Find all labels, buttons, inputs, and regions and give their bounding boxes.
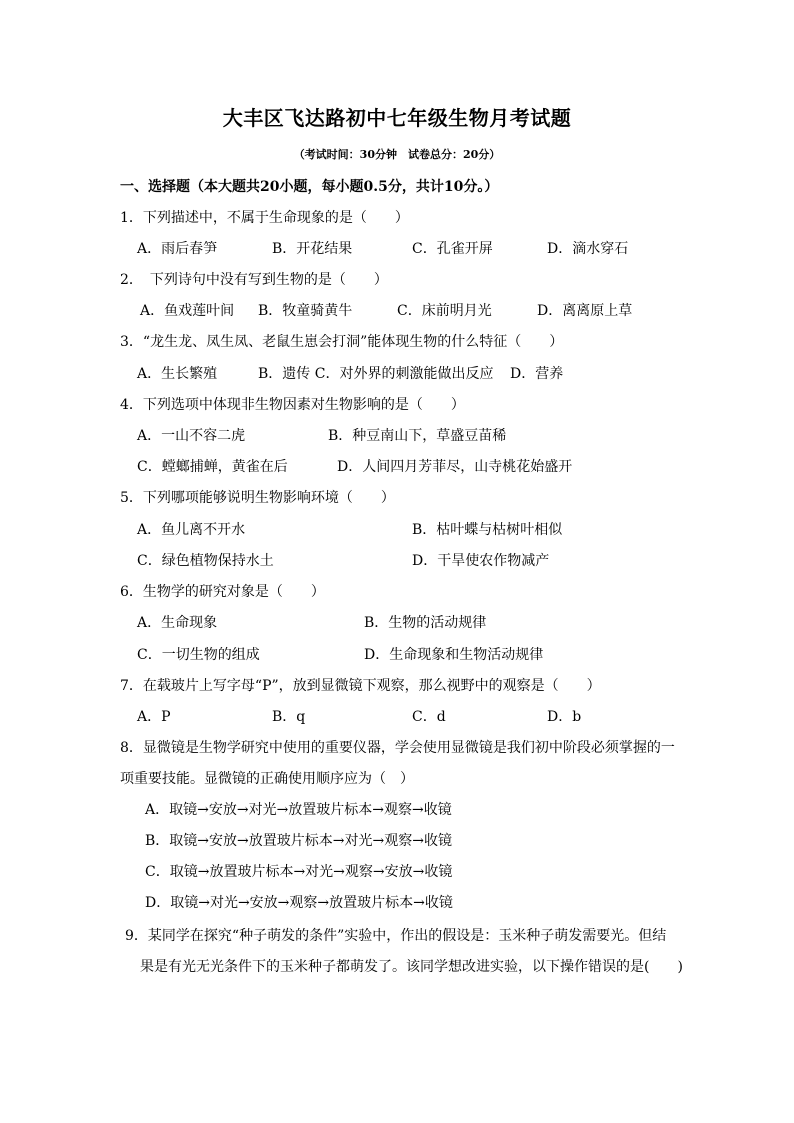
section-heading: 一、选择题（本大题共20小题，每小题0.5分，共计10分。） [120, 179, 499, 195]
question-2-option-a: A．鱼戏莲叶间 [140, 303, 235, 319]
question-7-option-d: D．b [547, 709, 582, 725]
question-8-option-b: B．取镜→安放→放置玻片标本→对光→观察→收镜 [145, 833, 452, 849]
question-9-stem-line2: 果是有光无光条件下的玉米种子都萌发了。该同学想改进实验，以下操作错误的是( ) [140, 959, 683, 975]
question-1-option-c: C．孔雀开屏 [412, 241, 493, 257]
question-8-stem-line1: 8．显微镜是生物学研究中使用的重要仪器，学会使用显微镜是我们初中阶段必须掌握的一 [120, 740, 675, 756]
question-5-option-a: A．鱼儿离不开水 [137, 522, 246, 538]
question-6-stem: 6．生物学的研究对象是（ ） [120, 584, 325, 600]
question-3-option-a: A．生长繁殖 [137, 366, 218, 382]
question-1-stem: 1．下列描述中，不属于生命现象的是（ ） [120, 210, 409, 226]
question-8-option-a: A．取镜→安放→对光→放置玻片标本→观察→收镜 [145, 802, 452, 818]
question-3-stem: 3．“龙生龙、凤生凤、老鼠生崽会打洞”能体现生物的什么特征（ ） [120, 334, 564, 350]
question-5-option-b: B．枯叶蝶与枯树叶相似 [412, 522, 563, 538]
question-6-option-a: A．生命现象 [137, 615, 218, 631]
question-3-option-bc: B．遗传 C．对外界的刺激能做出反应 [258, 366, 494, 382]
question-5-option-c: C．绿色植物保持水土 [137, 553, 274, 569]
question-6-option-b: B．生物的活动规律 [364, 615, 487, 631]
question-8-option-c: C．取镜→放置玻片标本→对光→观察→安放→收镜 [145, 864, 453, 880]
question-4-option-a: A．一山不容二虎 [137, 428, 246, 444]
question-1-option-d: D．滴水穿石 [547, 241, 629, 257]
question-4-stem: 4．下列选项中体现非生物因素对生物影响的是（ ） [120, 397, 465, 413]
question-2-option-d: D．离离原上草 [537, 303, 633, 319]
page-title: 大丰区飞达路初中七年级生物月考试题 [222, 106, 572, 130]
question-7-option-c: C．d [412, 709, 446, 725]
question-2-stem: 2． 下列诗句中没有写到生物的是（ ） [120, 272, 388, 288]
question-7-option-b: B．q [272, 709, 306, 725]
question-5-stem: 5．下列哪项能够说明生物影响环境（ ） [120, 490, 395, 506]
question-8-option-d: D．取镜→对光→安放→观察→放置玻片标本→收镜 [145, 895, 453, 911]
question-3-option-d: D．营养 [510, 366, 564, 382]
question-9-stem-line1: 9．某同学在探究“种子萌发的条件”实验中，作出的假设是：玉米种子萌发需要光。但结 [125, 928, 667, 944]
question-5-option-d: D．干旱使农作物减产 [412, 553, 550, 569]
question-4-option-d: D．人间四月芳菲尽，山寺桃花始盛开 [337, 459, 573, 475]
question-6-option-d: D．生命现象和生物活动规律 [364, 647, 544, 663]
question-1-option-b: B．开花结果 [272, 241, 353, 257]
question-6-option-c: C．一切生物的组成 [137, 647, 260, 663]
question-1-option-a: A．雨后春笋 [137, 241, 218, 257]
question-4-option-c: C．螳螂捕蝉，黄雀在后 [137, 459, 288, 475]
question-2-option-c: C．床前明月光 [397, 303, 492, 319]
question-7-option-a: A．P [137, 709, 171, 725]
question-4-option-b: B．种豆南山下，草盛豆苗稀 [328, 428, 507, 444]
exam-info: （考试时间：30分钟 试卷总分：20分） [293, 148, 501, 161]
question-2-option-b: B．牧童骑黄牛 [258, 303, 353, 319]
question-7-stem: 7．在载玻片上写字母“P”，放到显微镜下观察，那么视野中的观察是（ ） [120, 678, 601, 694]
question-8-stem-line2: 项重要技能。显微镜的正确使用顺序应为（ ） [120, 771, 414, 787]
